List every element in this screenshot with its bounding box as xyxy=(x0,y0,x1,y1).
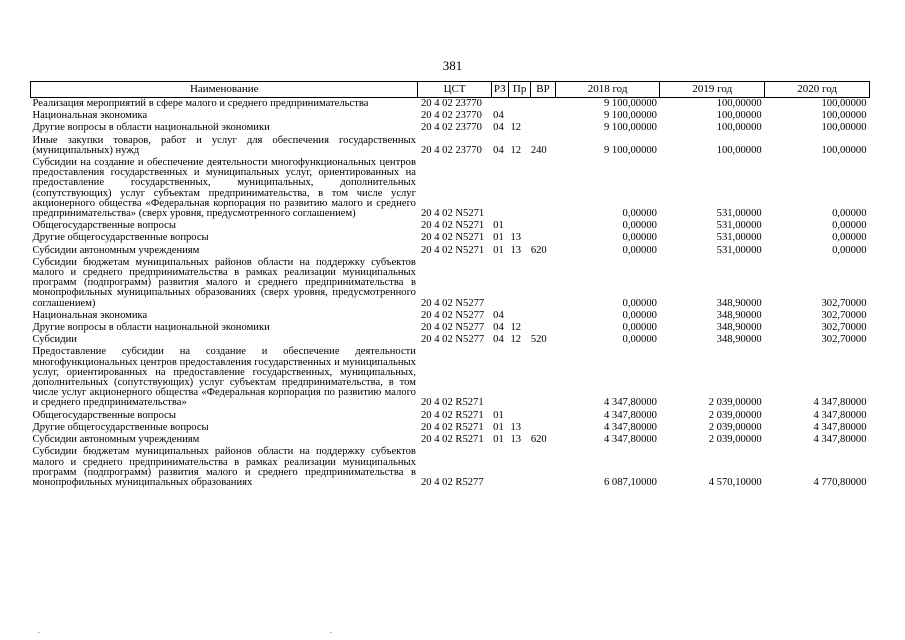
row-vr xyxy=(531,446,555,489)
row-vr xyxy=(531,232,555,244)
row-pr xyxy=(508,110,530,122)
row-vr xyxy=(531,322,555,334)
row-name-text: Другие вопросы в области национальной экономики xyxy=(32,322,270,334)
row-rz: 01 xyxy=(493,409,504,421)
row-value-2018: 9 100,00000 xyxy=(603,110,657,122)
table-row xyxy=(31,334,870,346)
row-rz: 01 xyxy=(493,434,504,446)
row-cst: 20 4 02 N5271 xyxy=(420,244,485,256)
row-cst: 20 4 02 R5277 xyxy=(420,476,484,488)
row-vr xyxy=(531,122,555,134)
row-value-2019: 531,00000 xyxy=(716,244,762,256)
table-row xyxy=(31,245,870,257)
row-vr xyxy=(531,110,555,122)
row-name xyxy=(31,310,418,322)
row-pr xyxy=(508,220,530,232)
row-rz xyxy=(491,346,508,409)
header-vr: ВР xyxy=(531,82,555,98)
row-value-2020: 100,00000 xyxy=(821,110,867,122)
table-row xyxy=(31,110,870,122)
table-row xyxy=(31,346,870,409)
table-row xyxy=(31,157,870,220)
row-value-2018: 4 347,80000 xyxy=(603,434,657,446)
row-vr xyxy=(531,157,555,220)
row-name-text: Предоставление субсидии на создание и обеспечение деятельности многофункциональных центров предоставления государственных и муниципальных услуг, ориентированных на предоставление государственных, муниципальных, дополнительных (сопутствующих) услуг субъектам предпринимательства, в том числе услуг акционерного общества «Федеральная корпорация по развитию малого и среднего предпринимательства» xyxy=(32,346,416,409)
row-name-text: Другие общегосударственные вопросы xyxy=(32,232,209,244)
table-body xyxy=(31,98,870,490)
row-name xyxy=(31,232,418,244)
row-value-2020: 100,00000 xyxy=(821,98,867,109)
table-row xyxy=(31,322,870,334)
row-value-2019: 531,00000 xyxy=(716,232,762,244)
row-value-2020: 4 770,80000 xyxy=(813,476,867,488)
row-pr: 13 xyxy=(510,434,522,446)
row-pr: 13 xyxy=(510,421,522,433)
row-vr xyxy=(531,410,555,422)
row-name-text: Национальная экономика xyxy=(32,110,148,122)
row-name xyxy=(31,220,418,232)
row-cst: 20 4 02 R5271 xyxy=(420,434,484,446)
row-rz xyxy=(491,446,508,489)
row-value-2019: 2 039,00000 xyxy=(708,434,762,446)
row-value-2019: 2 039,00000 xyxy=(708,409,762,421)
row-rz: 04 xyxy=(493,309,504,321)
row-cst: 20 4 02 23770 xyxy=(420,144,482,156)
row-vr xyxy=(531,346,555,409)
row-name xyxy=(31,98,418,111)
table-row xyxy=(31,122,870,134)
scan-mark xyxy=(330,632,332,633)
row-value-2020: 0,00000 xyxy=(832,208,867,220)
table-row xyxy=(31,220,870,232)
row-name xyxy=(31,157,418,220)
row-value-2018: 0,00000 xyxy=(622,322,657,334)
row-value-2018: 0,00000 xyxy=(622,297,657,309)
row-rz xyxy=(491,98,508,111)
row-value-2019: 100,00000 xyxy=(716,110,762,122)
header-name: Наименование xyxy=(31,82,418,98)
row-vr xyxy=(531,220,555,232)
row-value-2019: 2 039,00000 xyxy=(708,397,762,409)
row-rz: 04 xyxy=(493,110,504,122)
table-row xyxy=(31,422,870,434)
row-value-2019: 100,00000 xyxy=(716,98,762,109)
header-2020: 2020 год xyxy=(765,82,870,98)
row-rz: 04 xyxy=(493,122,504,134)
row-value-2020: 302,70000 xyxy=(821,334,867,346)
row-name-text: Общегосударственные вопросы xyxy=(32,220,176,232)
row-value-2019: 348,90000 xyxy=(716,334,762,346)
row-value-2018: 9 100,00000 xyxy=(603,144,657,156)
row-value-2018: 0,00000 xyxy=(622,334,657,346)
row-name xyxy=(31,257,418,310)
row-value-2018: 9 100,00000 xyxy=(603,122,657,134)
row-pr xyxy=(508,98,530,111)
row-name-text: Субсидии бюджетам муниципальных районов области на поддержку субъектов малого и среднего предпринимательства в рамках реализации муниципальных программ (подпрограмм) развития малого и среднего предпринимательства в монопрофильных муниципальных образованиях xyxy=(32,446,416,488)
row-pr: 12 xyxy=(510,322,522,334)
row-value-2018: 0,00000 xyxy=(622,220,657,232)
row-value-2018: 0,00000 xyxy=(622,232,657,244)
row-value-2019: 348,90000 xyxy=(716,297,762,309)
row-name xyxy=(31,334,418,346)
row-name xyxy=(31,422,418,434)
row-value-2020: 100,00000 xyxy=(821,144,867,156)
header-pr: Пр xyxy=(508,82,530,98)
row-cst: 20 4 02 N5277 xyxy=(420,334,485,346)
row-name-text: Субсидии xyxy=(32,334,77,346)
row-value-2019: 100,00000 xyxy=(716,122,762,134)
row-name-text: Субсидии автономным учреждениям xyxy=(32,244,200,256)
row-vr: 620 xyxy=(530,244,547,256)
row-name xyxy=(31,434,418,446)
row-value-2018: 6 087,10000 xyxy=(603,476,657,488)
row-value-2019: 531,00000 xyxy=(716,220,762,232)
row-name xyxy=(31,110,418,122)
row-vr xyxy=(531,310,555,322)
row-name xyxy=(31,122,418,134)
row-value-2018: 9 100,00000 xyxy=(603,98,657,109)
row-cst: 20 4 02 N5277 xyxy=(420,297,485,309)
row-value-2019: 531,00000 xyxy=(716,208,762,220)
row-name-text: Субсидии бюджетам муниципальных районов области на поддержку субъектов малого и среднего предпринимательства в рамках реализации муниципальных программ (подпрограмм) развития малого и среднего предпринимательства в монопрофильных муниципальных образованиях (сверх уровня, предусмотренного соглашением) xyxy=(32,256,416,309)
row-pr: 12 xyxy=(510,144,522,156)
row-cst: 20 4 02 N5271 xyxy=(420,220,485,232)
row-name-text: Иные закупки товаров, работ и услуг для обеспечения государственных (муниципальных) нужд xyxy=(32,134,416,156)
row-name xyxy=(31,245,418,257)
table-row xyxy=(31,434,870,446)
row-name-text: Другие общегосударственные вопросы xyxy=(32,421,209,433)
row-value-2020: 0,00000 xyxy=(832,244,867,256)
header-2018: 2018 год xyxy=(555,82,660,98)
row-pr xyxy=(508,446,530,489)
row-rz: 04 xyxy=(493,322,504,334)
row-cst: 20 4 02 R5271 xyxy=(420,409,484,421)
row-name xyxy=(31,346,418,409)
row-cst: 20 4 02 N5271 xyxy=(420,208,485,220)
header-rz: РЗ xyxy=(491,82,508,98)
row-pr: 12 xyxy=(510,334,522,346)
row-rz: 04 xyxy=(493,334,504,346)
row-vr: 240 xyxy=(530,144,547,156)
row-rz: 01 xyxy=(493,244,504,256)
table-row xyxy=(31,310,870,322)
row-pr: 13 xyxy=(510,244,522,256)
row-value-2019: 348,90000 xyxy=(716,322,762,334)
row-value-2020: 302,70000 xyxy=(821,297,867,309)
row-value-2020: 0,00000 xyxy=(832,232,867,244)
row-name xyxy=(31,410,418,422)
row-rz: 01 xyxy=(493,220,504,232)
row-vr xyxy=(531,422,555,434)
row-name-text: Общегосударственные вопросы xyxy=(32,409,176,421)
row-value-2020: 0,00000 xyxy=(832,220,867,232)
row-name-text: Национальная экономика xyxy=(32,309,148,321)
row-cst: 20 4 02 R5271 xyxy=(420,397,484,409)
row-value-2020: 4 347,80000 xyxy=(813,397,867,409)
row-name xyxy=(31,446,418,489)
row-vr: 520 xyxy=(530,334,547,346)
table-row xyxy=(31,257,870,310)
row-value-2018: 0,00000 xyxy=(622,244,657,256)
row-pr xyxy=(508,257,530,310)
row-value-2019: 2 039,00000 xyxy=(708,421,762,433)
budget-table xyxy=(30,81,870,489)
scan-mark xyxy=(38,632,40,633)
row-name-text: Субсидии автономным учреждениям xyxy=(32,434,200,446)
row-vr xyxy=(531,257,555,310)
row-rz: 01 xyxy=(493,232,504,244)
row-vr xyxy=(531,98,555,111)
row-value-2018: 4 347,80000 xyxy=(603,421,657,433)
row-pr xyxy=(508,310,530,322)
row-value-2020: 302,70000 xyxy=(821,322,867,334)
row-pr xyxy=(508,157,530,220)
table-row xyxy=(31,446,870,489)
row-pr: 13 xyxy=(510,232,522,244)
table-row xyxy=(31,98,870,111)
row-value-2018: 4 347,80000 xyxy=(603,409,657,421)
table-header-row xyxy=(31,82,870,98)
row-name-text: Субсидии на создание и обеспечение деятельности многофункциональных центров предоставления государственных и муниципальных услуг, ориентированных на предоставление государственных, муниципальных, дополнительных (сопутствующих) услуг субъектам предпринимательства, в том числе услуг акционерного общества «Федеральная корпорация по развитию малого и среднего предпринимательства» (сверх уровня, предусмотренного соглашением) xyxy=(32,157,416,220)
row-cst: 20 4 02 23770 xyxy=(420,110,482,122)
row-name xyxy=(31,322,418,334)
header-2019: 2019 год xyxy=(660,82,765,98)
table-row xyxy=(31,410,870,422)
row-cst: 20 4 02 23770 xyxy=(420,98,482,109)
row-value-2020: 4 347,80000 xyxy=(813,409,867,421)
row-value-2020: 4 347,80000 xyxy=(813,421,867,433)
table-row xyxy=(31,135,870,157)
row-name-text: Реализация мероприятий в сфере малого и среднего предпринимательства xyxy=(32,98,369,109)
row-rz: 04 xyxy=(493,144,504,156)
row-value-2018: 0,00000 xyxy=(622,309,657,321)
row-value-2019: 100,00000 xyxy=(716,144,762,156)
row-rz: 01 xyxy=(493,421,504,433)
row-value-2018: 0,00000 xyxy=(622,208,657,220)
row-value-2018: 4 347,80000 xyxy=(603,397,657,409)
row-cst: 20 4 02 N5277 xyxy=(420,309,485,321)
row-value-2020: 302,70000 xyxy=(821,309,867,321)
table-row xyxy=(31,232,870,244)
row-pr: 12 xyxy=(510,122,522,134)
row-value-2020: 100,00000 xyxy=(821,122,867,134)
page-number: 381 xyxy=(442,58,463,73)
row-value-2019: 348,90000 xyxy=(716,309,762,321)
row-name-text: Другие вопросы в области национальной экономики xyxy=(32,122,270,134)
row-value-2019: 4 570,10000 xyxy=(708,476,762,488)
row-value-2020: 4 347,80000 xyxy=(813,434,867,446)
header-cst: ЦСТ xyxy=(418,82,491,98)
row-pr xyxy=(508,410,530,422)
row-name xyxy=(31,135,418,157)
row-cst: 20 4 02 N5277 xyxy=(420,322,485,334)
row-cst: 20 4 02 23770 xyxy=(420,122,482,134)
row-cst: 20 4 02 R5271 xyxy=(420,421,484,433)
row-rz xyxy=(491,257,508,310)
row-vr: 620 xyxy=(530,434,547,446)
row-rz xyxy=(491,157,508,220)
row-cst: 20 4 02 N5271 xyxy=(420,232,485,244)
row-pr xyxy=(508,346,530,409)
